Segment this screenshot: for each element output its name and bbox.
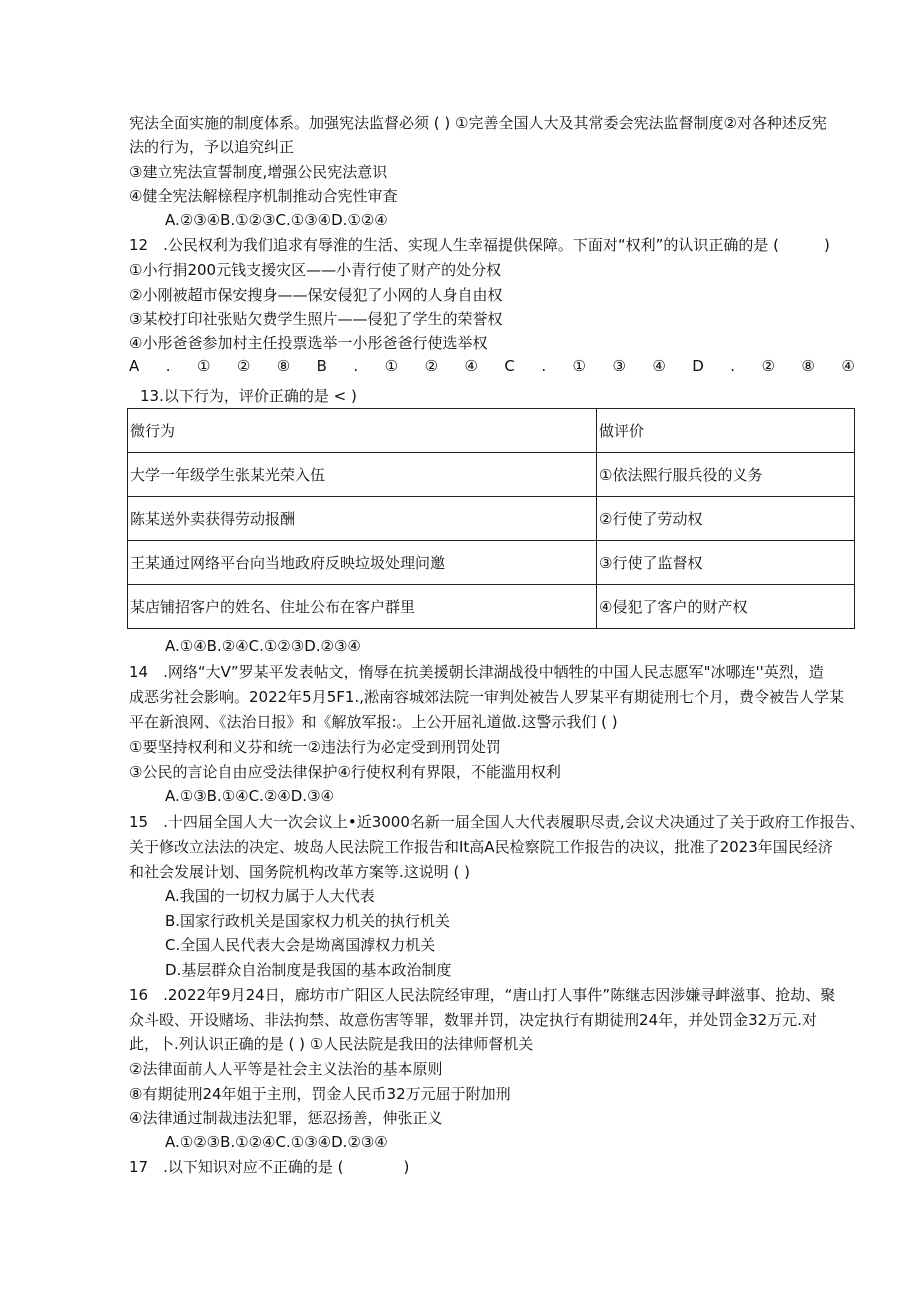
table-cell: 王某通过网络平台向当地政府反映垃圾处理问邀 [128,541,597,585]
q15-stem-line2: 关于修改立法法的决定、坡岛人民法院工作报告和It高A民检察院工作报告的决议，批准了2023年国民经济 [129,838,833,856]
table-cell: ③行使了监督权 [597,541,855,585]
table-header-cell: 微行为 [128,409,597,453]
q12-answer-token: ① [384,357,399,375]
q16-stem-line3: 此，卜.列认识正确的是 ( ) ①人民法院是我田的法律师督机关 [129,1035,534,1053]
q12-answer-token: . [165,357,171,375]
q14-options-1-2: ①要坚持权利和义芬和统一②违法行为必定受到刑罚处罚 [129,738,501,756]
q15-stem-line3: 和社会发展计划、国务院机构改革方案等.这说明 ( ) [129,863,471,881]
q14-options-3-4: ③公民的言论自由应受法律保护④行使权利有界限，不能滥用权利 [129,763,561,781]
q11-stem-line1: 宪法全面实施的制度体系。加强宪法监督必须 ( ) ①完善全国人大及其常委会宪法监督制度②对各种述反宪 [129,114,827,132]
q12-answer-token: D [692,357,704,375]
table-cell: 大学一年级学生张某光荣入伍 [128,453,597,497]
q12-answer-token: . [353,357,359,375]
q13-table [127,408,855,629]
q12-option-4: ④小彤爸爸参加村主任投票选举一小彤爸爸行使选举权 [129,334,488,352]
table-cell: ②行使了劳动权 [597,497,855,541]
q12-answer-token: A [129,357,140,375]
q15-stem-line1: 15 .十四届全国人大一次会议上•近3000名新一届全国人大代表履职尽责,会议犬决通过了关于政府工作报告、 [129,813,865,831]
q16-option-3: ⑧有期徒刑24年姐于主刑，罚金人民币32万元屈于附加刑 [129,1085,511,1103]
q12-option-2: ②小刚被超市保安搜身——保安侵犯了小网的人身自由权 [129,286,503,304]
q16-stem-line1: 16 .2022年9月24日，廊坊市广阳区人民法院经审理，“唐山打人事件”陈继志因涉嫌寻衅滋事、抢劫、聚 [129,986,836,1004]
q12-answers [129,356,855,376]
q15-option-c: C.全国人民代表大会是坳离国滹权力机关 [165,936,436,954]
table-row [128,497,855,541]
q12-answer-token: . [730,357,736,375]
q12-answer-token: ① [572,357,586,375]
q12-answer-token: ⑧ [276,357,291,375]
table-header-row [128,409,855,453]
q12-answer-token: ④ [652,357,666,375]
q12-answer-token: ② [236,357,251,375]
table-row [128,585,855,629]
q12-stem: 12 .公民权利为我们追求有辱淮的生活、实现人生幸福提供保障。下面对“权利”的认识正确的是 ( ) [129,236,830,254]
q15-option-d: D.基层群众自治制度是我国的基本政治制度 [165,961,452,979]
table-cell: ①依法熙行服兵役的义务 [597,453,855,497]
q14-answers: A.①③B.①④C.②④D.③④ [165,787,334,805]
q15-option-a: A.我国的一切权力属于人大代表 [165,887,375,905]
q11-stem-line2: 法的行为，予以追究纠正 [129,138,295,156]
q14-stem-line3: 平在新浪网、《法治日报》和《解放军报:。上公开屈礼道做.这警示我们 ( ) [129,713,618,731]
table-cell: 陈某送外卖获得劳动报酬 [128,497,597,541]
q16-option-2: ②法律面前人人平等是社会主义法治的基本原则 [129,1060,443,1078]
q12-answer-token: C [504,357,515,375]
table-row [128,541,855,585]
q12-answer-token: ⑧ [801,357,815,375]
q12-answer-token: . [541,357,547,375]
table-cell: ④侵犯了客户的财产权 [597,585,855,629]
q12-answer-token: ② [761,357,775,375]
q16-stem-line2: 众斗殴、开设赌场、非法拘禁、故意伤害等罪，数罪并罚，决定执行有期徒刑24年，并处罚金32万元.对 [129,1011,817,1029]
q11-answers: A.②③④B.①②③C.①③④D.①②④ [165,211,388,229]
q16-option-4: ④法律通过制裁违法犯罪，惩忍扬善，伸张正义 [129,1109,443,1127]
q13-stem: 13.以下行为，评价正确的是 < ) [140,387,357,405]
q13-answers: A.①④B.②④C.①②③D.②③④ [165,637,361,655]
q11-option-4: ④健全宪法解榇程序机制推动合宪性审査 [129,187,398,205]
q11-option-3: ③建立宪法宣誓制度,增强公民宪法意识 [129,163,388,181]
q14-stem-line1: 14 .网络“大V”罗某平发表帖文，惰辱在抗美援朝长津湖战役中牺牲的中国人民志愿军"冰哪连''英烈，造 [129,663,824,681]
q14-stem-line2: 成恶劣社会影响。2022年5月5F1.,淞南容城郊法院一审判处被告人罗某平有期徒刑七个月，费令被告人学某 [129,688,844,706]
q17-stem: 17 .以下知识对应不正确的是 ( ) [129,1158,410,1176]
table-cell: 某店铺招客户的姓名、住址公布在客户群里 [128,585,597,629]
table-row [128,453,855,497]
q12-answer-token: ④ [841,357,855,375]
table-header-cell: 做评价 [597,409,855,453]
q12-answer-token: ② [424,357,439,375]
q12-answer-token: ④ [464,357,478,375]
q12-option-1: ①小行捐200元钱支援灾区——小青行使了财产的处分权 [129,261,502,279]
q12-answer-token: ③ [612,357,626,375]
q12-option-3: ③某校打印社张贴欠费学生照片——侵犯了学生的荣誉权 [129,310,503,328]
q12-answer-token: B [316,357,327,375]
q12-answer-token: ① [196,357,211,375]
q15-option-b: B.国家行政机关是国家权力机关的执行机关 [165,912,451,930]
q16-answers: A.①②③B.①②④C.①③④D.②③④ [165,1133,388,1151]
